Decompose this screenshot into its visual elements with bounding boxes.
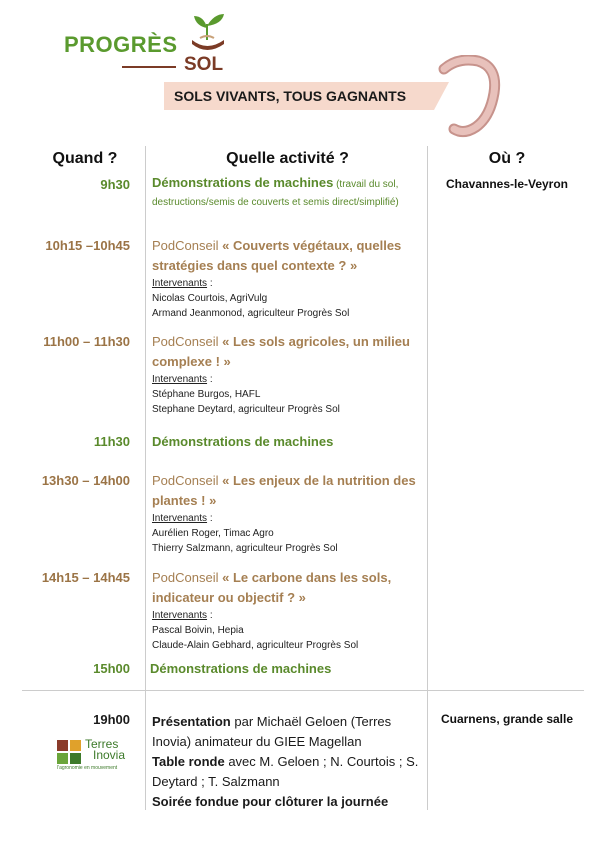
speaker: Stephane Deytard, agriculteur Progrès Sol	[152, 404, 340, 415]
activity-prefix: PodConseil	[152, 473, 223, 488]
activity-title: Démonstrations de machines	[152, 175, 334, 190]
logo-sub-text: SOL	[184, 54, 224, 75]
column-divider-left	[145, 146, 146, 810]
speaker: Claude-Alain Gebhard, agriculteur Progrès Sol	[152, 640, 359, 651]
speakers-label: Intervenants	[152, 513, 208, 524]
logo-main-text: PROGRÈS	[64, 32, 178, 57]
evening-separator	[22, 690, 584, 691]
activity-podconseil	[152, 332, 420, 417]
terres-inovia-line2: Inovia	[93, 748, 126, 762]
terres-inovia-logo	[57, 738, 147, 774]
column-divider-right	[427, 146, 428, 810]
time-slot: 11h00 – 11h30	[43, 334, 130, 349]
fondue-text: Soirée fondue pour clôturer la journée	[152, 794, 389, 809]
activity-title: « Couverts végétaux, quelles stratégies dans quel contexte ? »	[152, 238, 402, 273]
time-slot-evening: 19h00	[93, 712, 130, 727]
speaker: Pascal Boivin, Hepia	[152, 625, 244, 636]
logo-underline	[122, 66, 176, 68]
column-header-where: Où ?	[488, 150, 526, 167]
speakers-colon: :	[207, 513, 213, 524]
place-evening: Cuarnens, grande salle	[440, 712, 574, 726]
round-table-label: Table ronde	[152, 754, 225, 769]
time-slot: 14h15 – 14h45	[41, 570, 130, 585]
activity-title: Démonstrations de machines	[152, 434, 334, 449]
speakers-label: Intervenants	[152, 374, 208, 385]
terres-inovia-line1: Terres	[85, 737, 119, 751]
activity-demo	[152, 175, 420, 211]
time-slot: 11h30	[93, 434, 130, 449]
speakers-label: Intervenants	[152, 610, 208, 621]
speaker: Nicolas Courtois, AgriVulg	[152, 293, 268, 304]
sprout-icon	[184, 10, 230, 52]
presentation-text: par Michaël Geloen (Terres Inovia) animateur du GIEE Magellan	[152, 714, 392, 749]
time-slot: 15h00	[93, 661, 130, 676]
activity-podconseil	[152, 471, 420, 556]
terres-inovia-tagline: l'agronomie en mouvement	[57, 765, 118, 771]
speaker: Stéphane Burgos, HAFL	[152, 389, 261, 400]
activity-prefix: PodConseil	[152, 334, 223, 349]
speakers-colon: :	[207, 278, 213, 289]
earthworm-icon	[438, 55, 508, 140]
page-title: SOLS VIVANTS, TOUS GAGNANTS	[174, 88, 407, 104]
time-slot: 9h30	[100, 177, 130, 192]
speakers-colon: :	[207, 610, 213, 621]
column-header-when: Quand ?	[52, 150, 118, 167]
progres-sol-logo	[64, 10, 234, 75]
activity-title: Démonstrations de machines	[150, 661, 332, 676]
activity-title: « Les enjeux de la nutrition des plantes ! »	[152, 473, 416, 508]
speaker: Armand Jeanmonod, agriculteur Progrès Sol	[152, 308, 350, 319]
activity-evening	[152, 712, 420, 812]
activity-prefix: PodConseil	[152, 570, 223, 585]
activity-prefix: PodConseil	[152, 238, 223, 253]
time-slot: 13h30 – 14h00	[41, 473, 130, 488]
activity-demo	[150, 659, 418, 679]
round-table-text: avec M. Geloen ; N. Courtois ; S. Deytard ; T. Salzmann	[152, 754, 419, 789]
activity-title: « Les sols agricoles, un milieu complexe ! »	[152, 334, 410, 369]
column-header-what: Quelle activité ?	[226, 150, 349, 167]
presentation-label: Présentation	[152, 714, 231, 729]
speakers-colon: :	[207, 374, 213, 385]
terres-inovia-mark-icon	[57, 740, 81, 764]
speaker: Aurélien Roger, Timac Agro	[152, 528, 274, 539]
place-morning: Chavannes-le-Veyron	[445, 177, 569, 191]
speaker: Thierry Salzmann, agriculteur Progrès Sol	[152, 543, 338, 554]
activity-demo	[152, 432, 420, 452]
activity-podconseil	[152, 568, 420, 653]
time-slot: 10h15 –10h45	[45, 238, 130, 253]
activity-podconseil	[152, 236, 420, 321]
activity-title: « Le carbone dans les sols, indicateur ou objectif ? »	[152, 570, 392, 605]
speakers-label: Intervenants	[152, 278, 208, 289]
activity-detail: (travail du sol, destructions/semis de couverts et semis direct/simplifié)	[152, 179, 399, 208]
